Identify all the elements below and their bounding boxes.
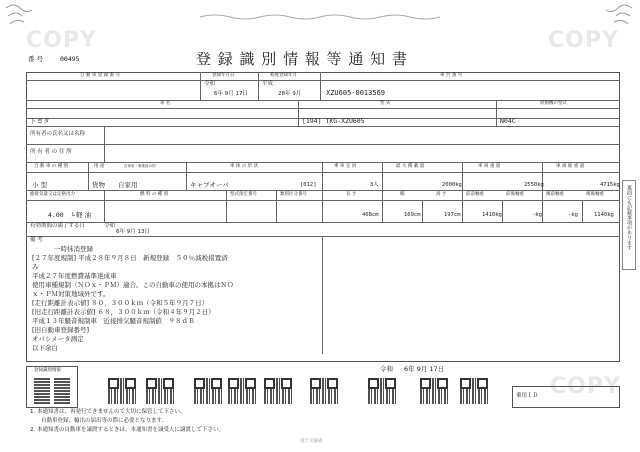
reg-date-label: 登録年月日 <box>212 73 235 78</box>
remarks-line: [２７年度規制] 平成２８年９月８日 新規登録 ５０％減税措置済 <box>32 254 228 262</box>
reg-era: 令和 <box>204 81 216 87</box>
number-label: 番 号 <box>28 55 44 63</box>
footer-mark: 国土交通省 <box>300 439 323 444</box>
weight-value: 2550kg <box>524 182 544 188</box>
corner-ornament-left <box>4 2 34 28</box>
capacity-label: 乗 車 定 員 <box>334 164 357 169</box>
remarks-label: 備 考 <box>30 237 43 243</box>
note-line: 自動車登録、輸出の届出等の際に必要となります。 <box>30 418 168 424</box>
serial-id-label: 乗用ＩＤ <box>516 393 539 399</box>
max-load-label: 最 大 積 載 量 <box>396 164 425 169</box>
expiry-date: 6年 9月 13日 <box>116 229 150 235</box>
copy-watermark-bottom: COPY <box>550 374 621 399</box>
qr-code <box>420 378 448 404</box>
use-value: 貨物 <box>92 181 105 189</box>
private-value: 自家用 <box>118 181 138 189</box>
remarks-line: 平成１３年騒音規制車 近接排気騒音規制値 ９８ｄＢ <box>32 317 195 325</box>
qr-code <box>108 378 136 404</box>
qr-code <box>310 378 338 404</box>
length-label: 長 さ <box>346 192 357 197</box>
reg-date: 6年 9月 17日 <box>214 91 248 97</box>
qr-code <box>146 378 174 404</box>
weight-label: 車 両 重 量 <box>478 164 501 169</box>
fuel-label: 燃 料 の 種 別 <box>140 192 169 197</box>
width-label: 幅 <box>400 192 405 197</box>
remarks-line: 使用車種規制（ＮＯｘ・ＰＭ）適合。この自動車の使用の本拠はＮＯ <box>32 281 234 289</box>
displacement-unit: L <box>72 212 76 218</box>
model-value: [194] TKG-XZU605 <box>302 117 365 125</box>
qr-code <box>460 378 488 404</box>
displacement-value: 4.00 <box>48 211 64 219</box>
remarks-line: [旧走行距離計表示値] ６８，３００ｋｍ（令和４年９月２日） <box>32 308 215 316</box>
issue-date: 6年 9月 17日 <box>404 365 445 373</box>
rear-front-value: -kg <box>568 212 578 218</box>
max-load-value: 2000kg <box>442 182 462 188</box>
registration-info-label: 登録識別情報 <box>34 368 61 373</box>
top-border-ornament <box>200 6 440 14</box>
copy-watermark-right: COPY <box>548 28 619 53</box>
plate-label: 自 動 車 登 録 番 号 <box>80 73 121 78</box>
chassis-value: XZU605-0013569 <box>326 89 386 97</box>
side-stamp-text: 裏面にも記載事項があります <box>626 185 632 250</box>
qr-code <box>368 378 396 404</box>
type-label: 自 動 車 の 種 別 <box>34 164 69 169</box>
corner-ornament-right <box>604 2 634 28</box>
remarks-line: オバシメータ測定 <box>32 335 84 343</box>
fuel-value: 軽 油 <box>76 211 92 219</box>
body-value: キャブオーバ <box>190 181 229 189</box>
gross-label: 車 両 総 重 量 <box>556 164 585 169</box>
front-rear-label: 前後軸重 <box>506 192 524 197</box>
chassis-label: 車 台 番 号 <box>440 73 463 78</box>
registration-barcode <box>34 378 50 404</box>
model-label: 型 式 <box>380 101 391 106</box>
first-reg-label: 初度登録年月 <box>270 73 297 78</box>
expiry-era: 令和 <box>104 223 116 229</box>
remarks-line: [走行距離計表示値] ８０，３００ｋｍ（令和５年９月７日） <box>32 299 209 307</box>
body-code: [012] <box>300 182 317 188</box>
qr-code <box>194 378 222 404</box>
remarks-line: 一時抹消登録 <box>54 245 93 253</box>
engine-label: 原動機の型式 <box>540 101 567 106</box>
gross-value: 4715kg <box>600 182 620 188</box>
body-label: 車 体 の 形 状 <box>230 164 259 169</box>
registration-barcode <box>54 378 70 404</box>
height-label: 高 さ <box>436 192 447 197</box>
owner-name-label: 所有者の氏名又は名称 <box>30 131 86 137</box>
qr-code <box>228 378 256 404</box>
remarks-line: 平成２７年度燃費基準達成車 <box>32 272 117 280</box>
use-sub-label: 自家用・事業用の別 <box>124 164 156 168</box>
type-value: 小 型 <box>32 181 48 189</box>
rear-axle-value: 1140kg <box>594 212 614 218</box>
rear-front-label: 後前軸重 <box>546 192 564 197</box>
length-value: 468cm <box>362 212 379 218</box>
displacement-label: 総排気量又は定格出力 <box>30 192 75 197</box>
side-stamp <box>622 180 636 270</box>
rear-axle-label: 後後軸重 <box>586 192 604 197</box>
remarks-line: [旧自動車登録番号] <box>32 326 90 334</box>
designation-label: 型式指定番号 <box>230 192 257 197</box>
note-line: 2. 本通知書の自動車を譲渡するときは、本通知書を譲受人に譲渡して下さい。 <box>30 427 224 433</box>
note-line: 1. 本通知書は、再発行できませんので大切に保管して下さい。 <box>30 409 186 415</box>
maker-label: 車 名 <box>160 101 171 106</box>
width-value: 169cm <box>404 212 421 218</box>
owner-address-label: 所 有 者 の 住 所 <box>30 149 72 155</box>
use-label: 用 途 <box>94 164 105 169</box>
qr-code <box>264 378 292 404</box>
copy-watermark-left: COPY <box>26 28 97 53</box>
remarks-line: 以下余白 <box>32 344 58 352</box>
document-title: 登 録 識 別 情 報 等 通 知 書 <box>196 50 408 68</box>
category-label: 類別区分番号 <box>280 192 307 197</box>
maker-value: トヨタ <box>30 117 50 125</box>
first-era: 平成 <box>262 81 274 87</box>
remarks-line: ｘ・ＰＭ対策地域外です。 <box>32 290 110 298</box>
height-value: 197cm <box>444 212 461 218</box>
remarks-line: み <box>32 263 39 271</box>
first-date: 28年 9月 <box>278 91 302 97</box>
capacity-value: 3人 <box>370 182 379 188</box>
front-rear-value: -kg <box>532 212 542 218</box>
number-value: 00495 <box>60 55 80 63</box>
issue-era: 令和 <box>380 365 393 373</box>
expiry-label: 有効期間の満了する日 <box>30 223 86 229</box>
front-axle-label: 前前軸重 <box>466 192 484 197</box>
engine-value: N04C <box>500 117 516 125</box>
front-axle-value: 1410kg <box>482 212 502 218</box>
